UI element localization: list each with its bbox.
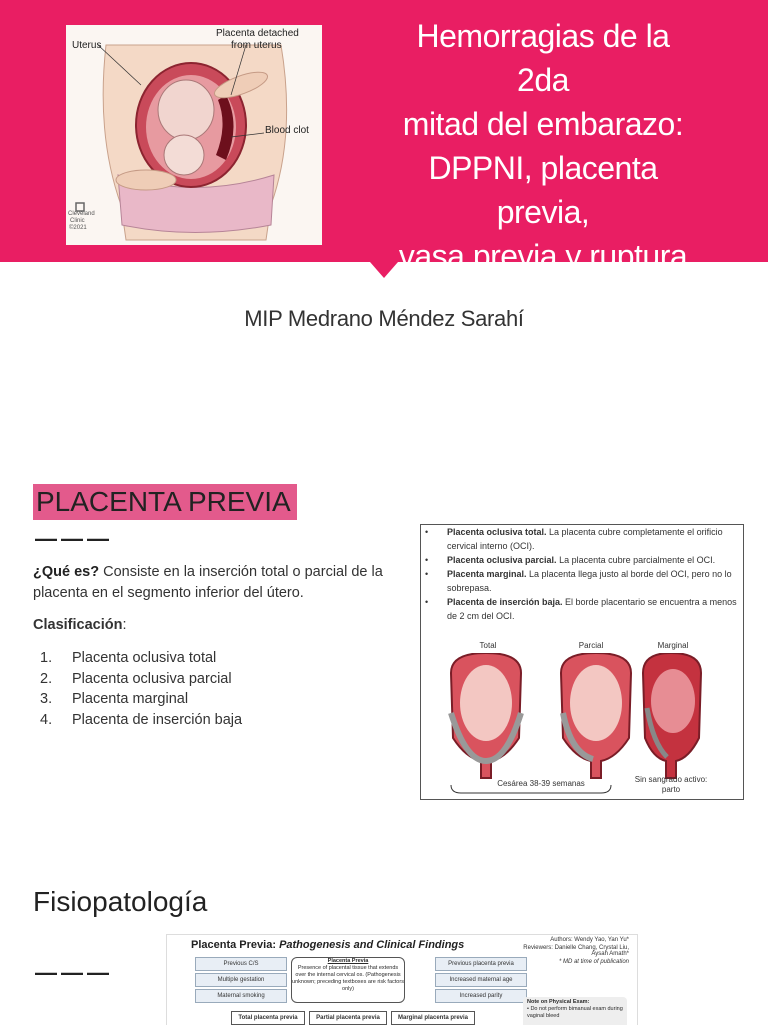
bullet-text: El borde placentario se encuentra a menos de 2 cm del OCI.	[447, 597, 737, 621]
bullet-dot: •	[425, 527, 429, 537]
list-number: 1.	[40, 650, 53, 666]
bullet-dot: •	[425, 597, 429, 607]
center-text: Presence of placental tissue that extends over the internal cervical os. (Pathogenesis unknown; preceding textboxes are risk factors only)	[292, 965, 404, 992]
uterus-total-diagram	[451, 653, 521, 778]
center-title: Placenta Previa	[327, 958, 369, 964]
section-heading-placenta-previa: PLACENTA PREVIA	[33, 484, 297, 520]
author-name: MIP Medrano Méndez Sarahí	[244, 306, 524, 331]
subtype-box: Marginal placenta previa	[391, 1011, 475, 1025]
label-parto: parto	[661, 785, 681, 794]
clinic-label-3: ©2021	[69, 225, 87, 231]
list-item	[40, 691, 242, 712]
label-parcial: Parcial	[578, 641, 604, 650]
list-number: 4.	[40, 712, 53, 729]
title-line: uterina	[495, 282, 591, 318]
bullet-bold: Placenta marginal.	[447, 569, 527, 579]
risk-factor-box: Increased parity	[435, 989, 527, 1003]
note-title: Note on Physical Exam:	[527, 999, 590, 1005]
label-sin-sangrado: Sin sangrado activo:	[634, 775, 708, 784]
bullet-dot: •	[425, 555, 429, 565]
figure-bullet	[425, 525, 737, 553]
definition-paragraph	[33, 562, 399, 604]
title-line: vasa previa y ruptura	[398, 238, 688, 274]
section-heading-fisiopatologia: Fisiopatología	[33, 886, 208, 917]
list-text: Placenta oclusiva total	[72, 650, 217, 666]
risk-factor-box: Multiple gestation	[195, 973, 287, 987]
label-cesarea: Cesárea 38-39 semanas	[497, 779, 585, 788]
detached-label-1: Placenta detached	[216, 28, 299, 39]
figure-bullet	[425, 553, 737, 567]
title-line: DPPNI, placenta previa,	[428, 150, 658, 230]
list-number: 3.	[40, 691, 53, 708]
reviewers: Reviewers: Danielle Chang, Crystal Liu, Aysah Amath*	[523, 945, 629, 957]
bullet-bold: Placenta oclusiva parcial.	[447, 555, 557, 565]
classification-colon: :	[122, 617, 127, 633]
uterus-label: Uterus	[72, 40, 102, 51]
figure-bullet	[425, 595, 737, 623]
md-note: * MD at time of publication	[558, 959, 629, 965]
bullet-bold: Placenta oclusiva total.	[447, 527, 547, 537]
list-item	[40, 671, 242, 692]
uterus-parcial-diagram	[561, 653, 631, 778]
risk-factor-box: Previous C/S	[195, 957, 287, 971]
placental-abruption-illustration	[66, 25, 322, 245]
list-text: Placenta marginal	[72, 691, 189, 708]
subtype-box: Total placenta previa	[231, 1011, 305, 1025]
risk-factor-box: Maternal smoking	[195, 989, 287, 1003]
bullet-dot: •	[425, 569, 429, 579]
authors: Authors: Wendy Yao, Yan Yu*	[550, 937, 629, 943]
clinic-label-1: Cleveland	[68, 211, 95, 217]
definition-label: ¿Qué es?	[33, 564, 100, 580]
classification-list	[40, 650, 242, 733]
note-text: • Do not perform bimanual exam during vaginal bleed	[527, 1006, 623, 1019]
bullet-text: La placenta cubre parcialmente el OCI.	[556, 555, 716, 565]
risk-factor-box: Previous placenta previa	[435, 957, 527, 971]
figure-title-italic: Pathogenesis and Clinical Findings	[279, 939, 465, 951]
list-item	[40, 650, 242, 671]
bullet-text: La placenta cubre completamente el orificio cervical interno (OCI).	[447, 527, 723, 551]
section-divider: ———	[35, 960, 113, 985]
label-total: Total	[479, 641, 497, 650]
title-line: mitad del embarazo:	[402, 106, 684, 142]
subtype-box: Partial placenta previa	[309, 1011, 387, 1025]
section-divider: ———	[35, 526, 113, 551]
bullet-bold: Placenta de inserción baja.	[447, 597, 563, 607]
list-number: 2.	[40, 670, 53, 687]
classification-label: Clasificación	[33, 617, 123, 633]
clinic-label-2: Clinic	[70, 218, 85, 224]
figure-bullet	[425, 567, 737, 595]
label-marginal: Marginal	[657, 641, 689, 650]
placenta-previa-box	[291, 957, 405, 1003]
list-text: Placenta de inserción baja	[72, 712, 243, 729]
figure-title-plain: Placenta Previa:	[191, 939, 280, 951]
placenta-previa-types-figure	[420, 524, 744, 800]
title-line: Hemorragias de la 2da	[416, 18, 670, 98]
figure-title	[191, 939, 464, 951]
bullet-text: La placenta llega justo al borde del OCI, pero no lo sobrepasa.	[447, 569, 732, 593]
physical-exam-note	[523, 997, 627, 1025]
list-text: Placenta oclusiva parcial	[72, 670, 232, 687]
blood-clot-label: Blood clot	[265, 125, 309, 136]
presentation-title	[388, 14, 698, 322]
pathogenesis-figure	[166, 934, 638, 1025]
list-item	[40, 712, 242, 733]
uterus-marginal-diagram	[643, 653, 701, 778]
classification-heading	[33, 617, 126, 633]
detached-label-2: from uterus	[231, 40, 282, 51]
risk-factor-box: Increased maternal age	[435, 973, 527, 987]
definition-text: Consiste en la inserción total o parcial de la placenta en el segmento inferior del útero.	[33, 564, 383, 601]
